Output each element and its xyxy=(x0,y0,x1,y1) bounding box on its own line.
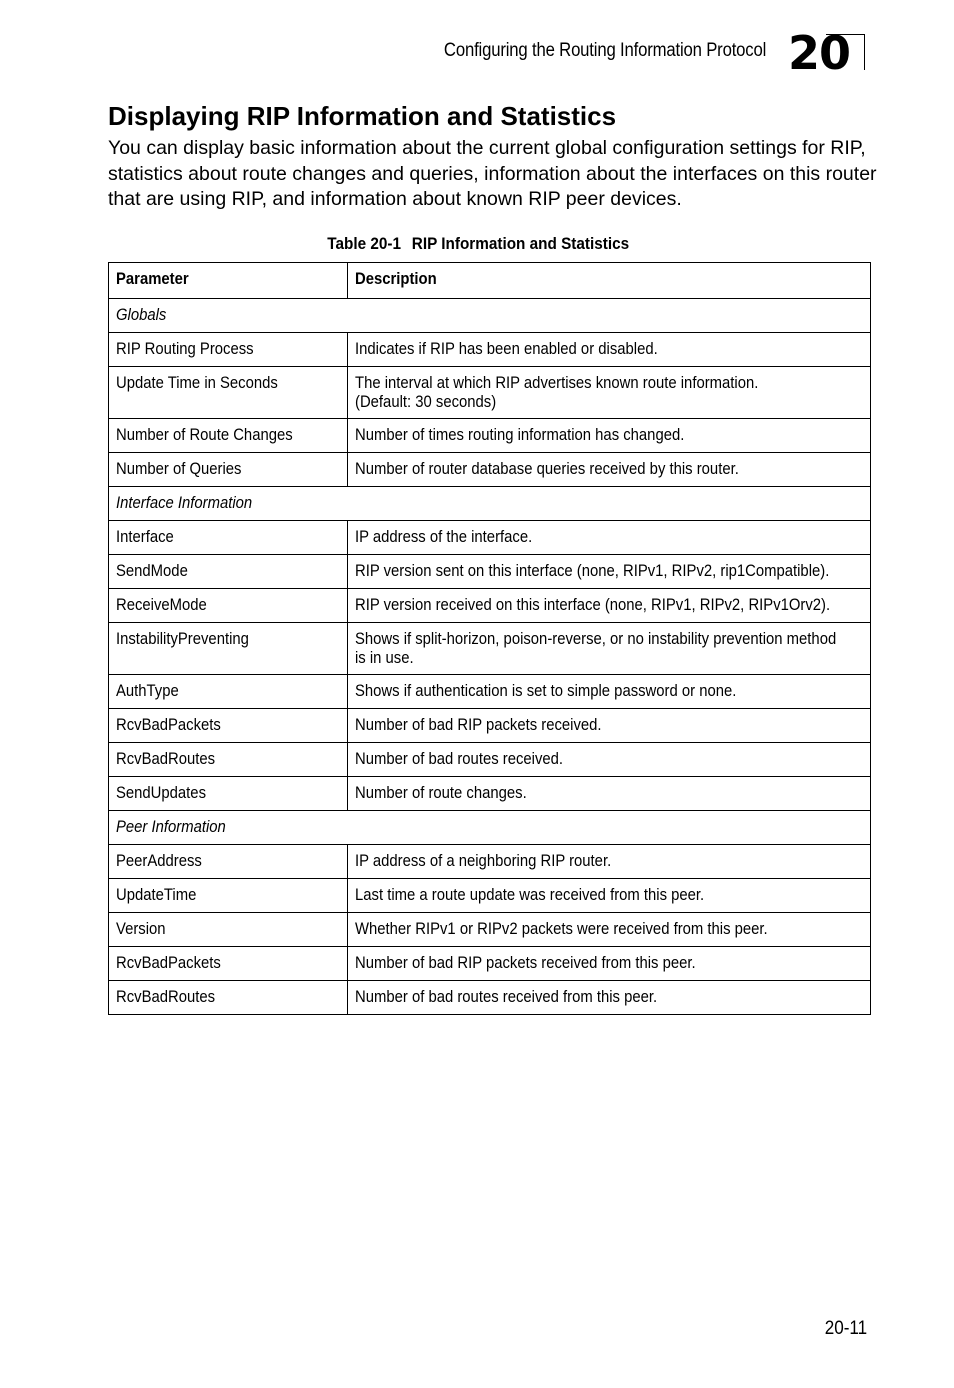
description-cell: Shows if split-horizon, poison-reverse, or no instability prevention method is in use. xyxy=(348,623,871,675)
table-header-row xyxy=(109,263,871,299)
table-row xyxy=(109,675,871,709)
parameter-cell: SendMode xyxy=(109,555,348,589)
intro-paragraph: You can display basic information about the current global configuration settings for RIP, statistics about route changes and queries, information about the interfaces on this router that are using RIP, and information about known RIP peer devices. xyxy=(108,137,877,210)
table-row xyxy=(109,555,871,589)
parameter-cell: AuthType xyxy=(109,675,348,709)
description-cell: Last time a route update was received from this peer. xyxy=(348,879,871,913)
parameter-cell: Version xyxy=(109,913,348,947)
table-row xyxy=(109,367,871,419)
table-group-row xyxy=(109,299,871,333)
description-cell: Number of route changes. xyxy=(348,777,871,811)
description-cell: Number of bad routes received from this peer. xyxy=(348,981,871,1015)
column-header-description: Description xyxy=(348,263,871,299)
description-cell: Number of times routing information has changed. xyxy=(348,419,871,453)
column-header-parameter: Parameter xyxy=(109,263,348,299)
table-row xyxy=(109,981,871,1015)
table-row xyxy=(109,623,871,675)
chapter-rule-vertical xyxy=(864,34,865,70)
description-cell: Number of bad RIP packets received. xyxy=(348,709,871,743)
parameter-cell: RcvBadPackets xyxy=(109,709,348,743)
description-cell: Number of router database queries received by this router. xyxy=(348,453,871,487)
group-label: Peer Information xyxy=(109,811,871,845)
rip-info-table xyxy=(108,262,871,1015)
table-row xyxy=(109,913,871,947)
chapter-number: 20 xyxy=(788,26,851,80)
description-cell: RIP version sent on this interface (none, RIPv1, RIPv2, rip1Compatible). xyxy=(348,555,871,589)
table-caption-label: Table 20-1 xyxy=(327,234,401,253)
parameter-cell: UpdateTime xyxy=(109,879,348,913)
parameter-cell: ReceiveMode xyxy=(109,589,348,623)
parameter-cell: SendUpdates xyxy=(109,777,348,811)
page-number: 20-11 xyxy=(824,1318,867,1339)
table-row xyxy=(109,453,871,487)
description-cell: The interval at which RIP advertises known route information. (Default: 30 seconds) xyxy=(348,367,871,419)
parameter-cell: PeerAddress xyxy=(109,845,348,879)
group-label: Globals xyxy=(109,299,871,333)
parameter-cell: Update Time in Seconds xyxy=(109,367,348,419)
table-row xyxy=(109,845,871,879)
table-row xyxy=(109,743,871,777)
section-title: Displaying RIP Information and Statistics xyxy=(108,101,617,131)
description-cell: Number of bad routes received. xyxy=(348,743,871,777)
description-cell: Number of bad RIP packets received from this peer. xyxy=(348,947,871,981)
table-row xyxy=(109,521,871,555)
table-group-row xyxy=(109,487,871,521)
parameter-cell: RcvBadRoutes xyxy=(109,981,348,1015)
table-caption-title: RIP Information and Statistics xyxy=(411,234,630,253)
description-cell: Whether RIPv1 or RIPv2 packets were received from this peer. xyxy=(348,913,871,947)
table-row xyxy=(109,879,871,913)
description-cell: RIP version received on this interface (none, RIPv1, RIPv2, RIPv1Orv2). xyxy=(348,589,871,623)
parameter-cell: Number of Route Changes xyxy=(109,419,348,453)
table-caption xyxy=(49,234,908,254)
group-label: Interface Information xyxy=(109,487,871,521)
table-row xyxy=(109,589,871,623)
parameter-cell: RcvBadRoutes xyxy=(109,743,348,777)
table-row xyxy=(109,419,871,453)
description-cell: IP address of the interface. xyxy=(348,521,871,555)
table-row xyxy=(109,947,871,981)
parameter-cell: RIP Routing Process xyxy=(109,333,348,367)
description-cell: IP address of a neighboring RIP router. xyxy=(348,845,871,879)
description-cell: Shows if authentication is set to simple password or none. xyxy=(348,675,871,709)
table-row xyxy=(109,333,871,367)
table-row xyxy=(109,777,871,811)
parameter-cell: Interface xyxy=(109,521,348,555)
description-cell: Indicates if RIP has been enabled or disabled. xyxy=(348,333,871,367)
table-group-row xyxy=(109,811,871,845)
running-header: Configuring the Routing Information Protocol xyxy=(443,40,766,61)
table-row xyxy=(109,709,871,743)
parameter-cell: Number of Queries xyxy=(109,453,348,487)
table-body xyxy=(109,299,871,1015)
parameter-cell: RcvBadPackets xyxy=(109,947,348,981)
parameter-cell: InstabilityPreventing xyxy=(109,623,348,675)
